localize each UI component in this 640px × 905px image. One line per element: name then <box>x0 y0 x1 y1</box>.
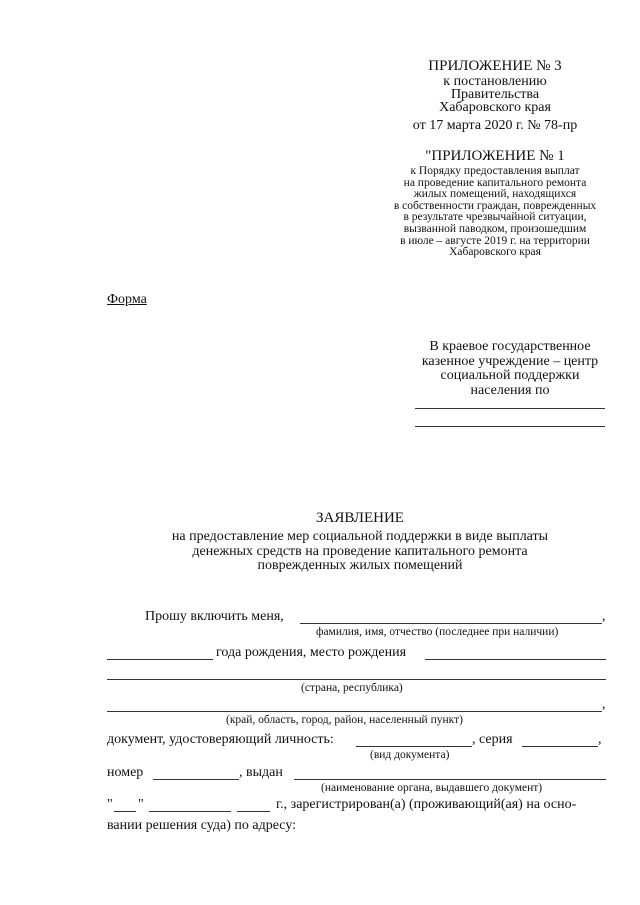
appendix-3-date: от 17 марта 2020 г. № 78-пр <box>412 118 578 133</box>
day-field-line[interactable] <box>114 811 136 812</box>
request-text: Прошу включить меня, <box>145 609 284 624</box>
appendix-1-block <box>370 148 620 259</box>
country-field-line[interactable] <box>107 679 606 680</box>
quote-close: " <box>138 797 144 812</box>
caption-issuer: (наименование органа, выдавшего документ) <box>321 782 543 794</box>
appendix-3-line: Правительства <box>450 87 540 102</box>
recipient-line: В краевое государственное <box>429 339 591 354</box>
recipient-line: казенное учреждение – центр <box>421 353 599 369</box>
comma: , <box>602 697 606 712</box>
recipient-block <box>395 340 625 398</box>
fio-field-line[interactable] <box>300 623 602 624</box>
caption-region: (край, область, город, район, населенный пункт) <box>226 714 463 726</box>
birthplace-field-line[interactable] <box>425 659 606 660</box>
number-field-line[interactable] <box>153 779 239 780</box>
statement-subtitle-line: денежных средств на проведение капитального ремонта <box>192 543 528 559</box>
appendix-1-line: в результате чрезвычайной ситуации, <box>403 211 587 224</box>
appendix-3-block <box>395 58 595 132</box>
form-label: Форма <box>107 292 147 307</box>
quote-open: " <box>107 797 113 812</box>
caption-country: (страна, республика) <box>301 682 403 694</box>
birth-text: года рождения, место рождения <box>216 645 407 660</box>
registration-text: г., зарегистрирован(а) (проживающий(ая) на осно- <box>276 797 577 812</box>
region-field-line[interactable] <box>107 711 602 712</box>
court-text: вании решения суда) по адресу: <box>107 818 297 833</box>
recipient-blank-line[interactable] <box>415 408 605 409</box>
series-text: , серия <box>472 732 513 747</box>
recipient-line: населения по <box>470 382 550 398</box>
year-field-line[interactable] <box>237 811 270 812</box>
number-text: номер <box>107 765 144 780</box>
id-document-text: документ, удостоверяющий личность: <box>107 732 334 747</box>
appendix-1-line: жилых помещений, находящихся <box>413 188 577 201</box>
appendix-1-line: вызванной паводком, произошедшим <box>403 222 587 235</box>
issuer-field-line[interactable] <box>294 779 606 780</box>
comma: , <box>602 609 606 624</box>
statement-subtitle <box>60 530 640 574</box>
series-field-line[interactable] <box>522 746 598 747</box>
appendix-1-line: на проведение капитального ремонта <box>403 176 587 189</box>
issued-text: , выдан <box>239 765 283 780</box>
recipient-line: социальной поддержки <box>440 368 580 383</box>
caption-doc-type: (вид документа) <box>370 749 450 761</box>
caption-fio: фамилия, имя, отчество (последнее при наличии) <box>316 626 559 638</box>
appendix-3-line: Хабаровского края <box>439 100 551 115</box>
recipient-blank-line[interactable] <box>415 426 605 427</box>
statement-subtitle-line: поврежденных жилых помещений <box>257 558 463 573</box>
appendix-1-line: Хабаровского края <box>449 246 541 259</box>
appendix-1-title: "ПРИЛОЖЕНИЕ № 1 <box>425 148 565 164</box>
birth-year-field-line[interactable] <box>107 659 213 660</box>
appendix-1-line: в собственности граждан, поврежденных <box>393 199 597 212</box>
appendix-3-title: ПРИЛОЖЕНИЕ № 3 <box>428 58 562 74</box>
statement-subtitle-line: на предоставление мер социальной поддержки в виде выплаты <box>171 529 549 544</box>
appendix-1-line: в июле – августе 2019 г. на территории <box>400 234 590 247</box>
appendix-1-line: к Порядку предоставления выплат <box>410 165 580 177</box>
appendix-3-line: к постановлению <box>443 74 547 89</box>
comma: , <box>598 732 602 747</box>
statement-title: ЗАЯВЛЕНИЕ <box>316 510 404 526</box>
month-field-line[interactable] <box>149 811 231 812</box>
doc-type-field-line[interactable] <box>356 746 472 747</box>
